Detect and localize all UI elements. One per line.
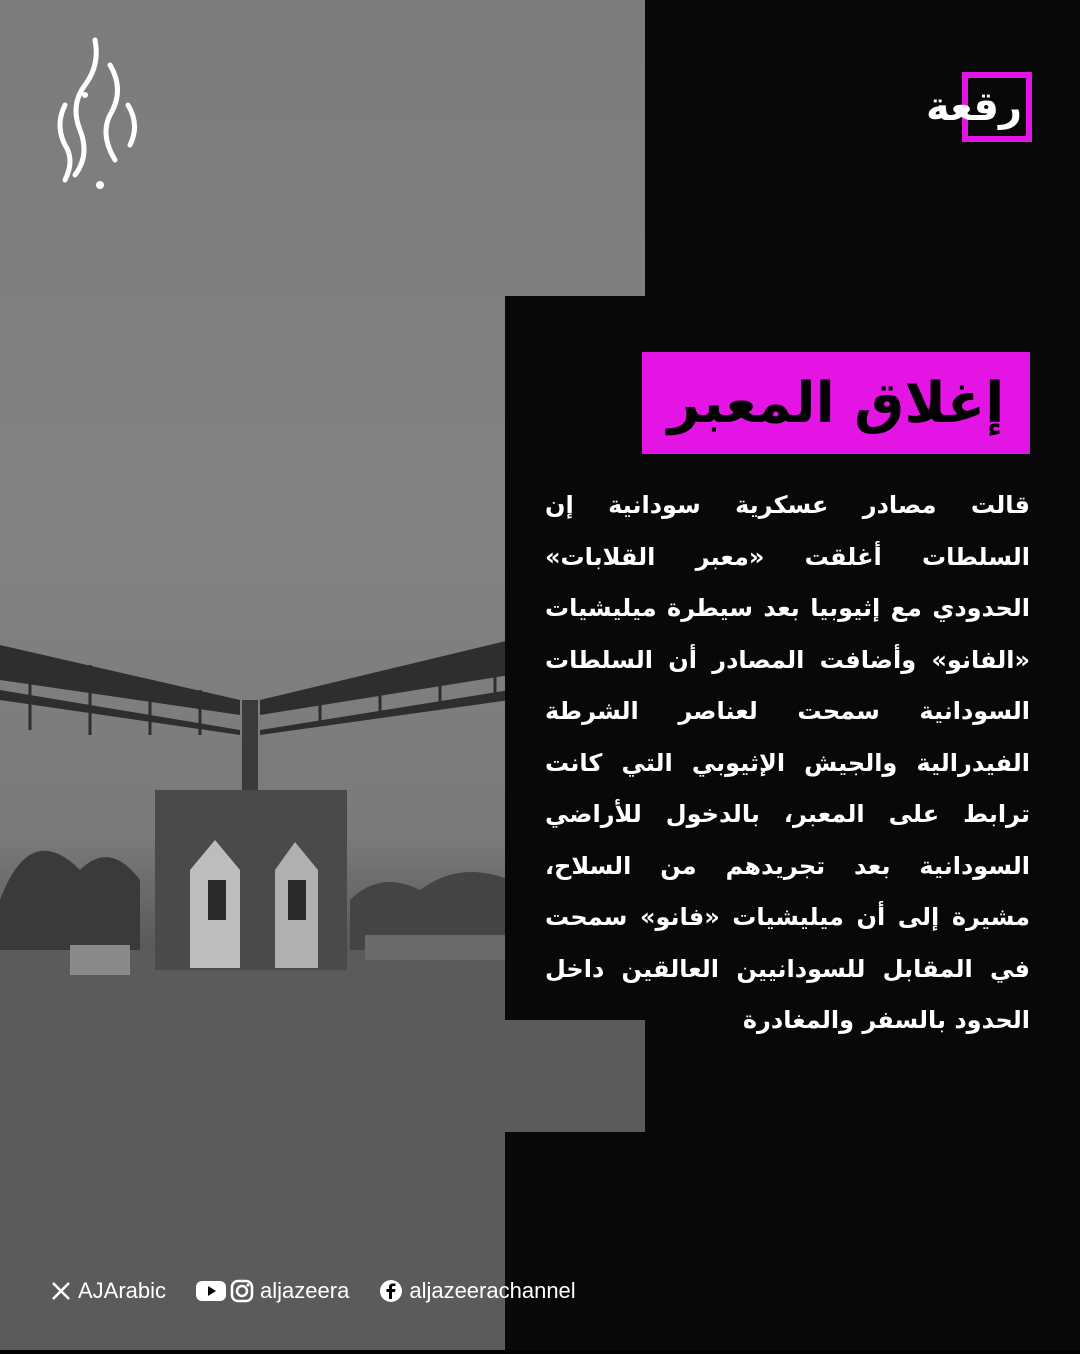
facebook-icon — [379, 1279, 403, 1303]
instagram-icon — [230, 1279, 254, 1303]
headline-box — [642, 352, 1030, 454]
raqaa-brand — [872, 72, 1032, 152]
headline: إغلاق المعبر — [667, 370, 1005, 436]
black-panel-bottom — [505, 1132, 645, 1350]
article-body: قالت مصادر عسكرية سودانية إن السلطات أغلقت «معبر القلابات» الحدودي مع إثيوبيا بعد سيطرة ميليشيات «الفانو» وأضافت المصادر أن السلطات السودانية سمحت لعناصر الشرطة الفيدرالية والجيش الإثيوبي التي كانت ترابط على المعبر، بالدخول للأراضي السودانية بعد تجريدهم من السلاح، مشيرة إلى أن ميليشيات «فانو» سمحت في المقابل للسودانيين العالقين داخل الحدود بالسفر والمغادرة — [545, 491, 1030, 1034]
yt-ig-handle: aljazeera — [260, 1278, 350, 1303]
fb-handle: aljazeerachannel — [409, 1278, 576, 1303]
aljazeera-logo — [40, 35, 150, 195]
x-link[interactable] — [50, 1278, 166, 1304]
social-footer — [50, 1278, 606, 1304]
youtube-icon — [196, 1280, 226, 1302]
facebook-link[interactable] — [379, 1278, 575, 1304]
x-handle: AJArabic — [78, 1278, 167, 1303]
x-icon — [50, 1280, 72, 1302]
youtube-instagram-link[interactable] — [196, 1278, 349, 1304]
brand-name: رقعة — [925, 84, 1022, 130]
